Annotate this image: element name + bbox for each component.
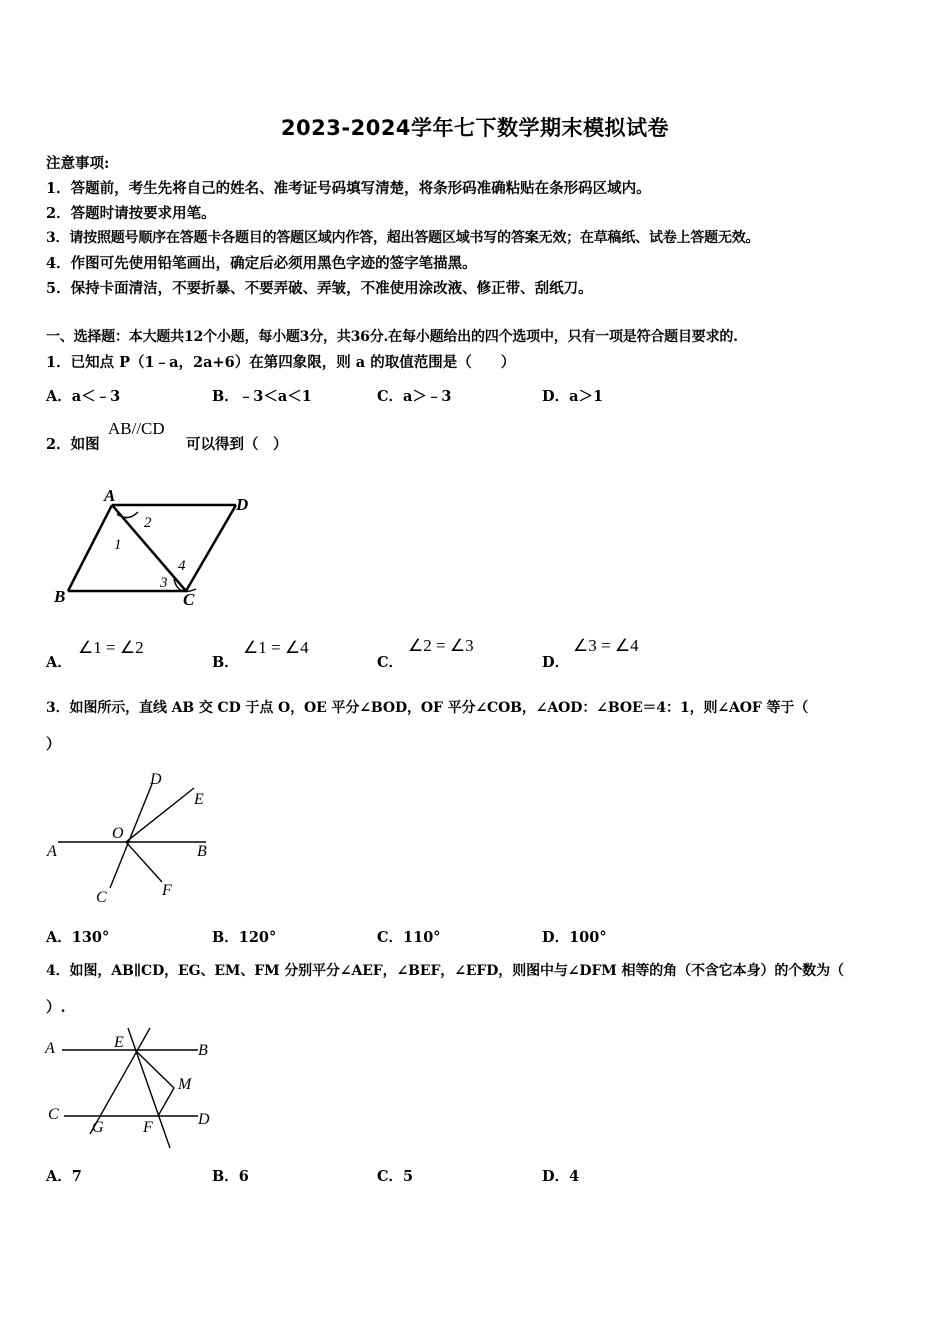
q2-option-b: B． [212, 654, 239, 671]
q2-stem-math: AB//CD [108, 419, 165, 438]
q2-option-b-math: ∠1 = ∠4 [243, 638, 309, 657]
q4-label-e: E [114, 1034, 124, 1051]
q2-option-c-math: ∠2 = ∠3 [408, 636, 474, 655]
q3-option-b: B．120° [212, 929, 277, 946]
q3-option-c: C．110° [377, 929, 441, 946]
q4-option-d: D．4 [542, 1168, 580, 1185]
q4-label-b: B [198, 1042, 208, 1059]
q2-option-a-math: ∠1 = ∠2 [78, 638, 144, 657]
q2-stem-prefix: 2．如图 [46, 436, 100, 453]
q1-option-c: C．a＞﹣3 [377, 388, 452, 405]
q2-option-d-math: ∠3 = ∠4 [573, 636, 639, 655]
notice-item: 3．请按照题号顺序在答题卡各题目的答题区域内作答，超出答题区域书写的答案无效；在草稿纸、试卷上答题无效。 [46, 230, 760, 246]
q1-option-a: A．a＜﹣3 [46, 388, 121, 405]
q4-option-b: B．6 [212, 1168, 249, 1185]
q2-label-a: A [104, 486, 116, 505]
q3-stem-end: ） [46, 736, 61, 753]
q1-stem: 1．已知点 P（1﹣a，2a+6）在第四象限，则 a 的取值范围是（ ） [46, 354, 516, 371]
q1-option-b: B．﹣3＜a＜1 [212, 388, 312, 405]
q2-stem-suffix: 可以得到（ ） [186, 436, 288, 453]
q2-option-c: C． [377, 654, 404, 671]
q4-label-a: A [45, 1040, 55, 1057]
notice-heading: 注意事项: [46, 155, 110, 172]
q3-label-a: A [47, 843, 57, 860]
q3-option-d: D．100° [542, 929, 607, 946]
q2-option-d: D． [542, 654, 570, 671]
q2-label-angle-3: 3 [160, 575, 168, 591]
section-heading: 一、选择题：本大题共12个小题，每小题3分，共36分.在每小题给出的四个选项中，只有一项是符合题目要求的. [46, 329, 738, 345]
q3-intersecting-lines-figure [44, 768, 224, 908]
q4-option-c: C．5 [377, 1168, 414, 1185]
q2-label-angle-2: 2 [144, 515, 152, 531]
notice-item: 2．答题时请按要求用笔。 [46, 205, 216, 222]
q3-label-e: E [194, 791, 204, 808]
page-title: 2023-2024学年七下数学期末模拟试卷 [280, 116, 670, 140]
q3-label-b: B [197, 843, 207, 860]
q3-option-a: A．130° [46, 929, 110, 946]
q3-stem: 3．如图所示，直线 AB 交 CD 于点 O，OE 平分∠BOD，OF 平分∠COB，∠AOD：∠BOE＝4：1，则∠AOF 等于（ [46, 700, 809, 716]
q2-label-c: C [183, 590, 195, 609]
q4-label-c: C [48, 1106, 59, 1123]
q4-label-m: M [178, 1076, 192, 1093]
q3-label-d: D [150, 771, 162, 788]
notice-item: 1．答题前，考生先将自己的姓名、准考证号码填写清楚，将条形码准确粘贴在条形码区域内。 [46, 180, 651, 197]
q3-label-f: F [162, 882, 172, 899]
q2-label-b: B [54, 587, 66, 606]
q4-label-g: G [92, 1119, 104, 1136]
q4-stem: 4．如图，AB∥CD，EG、EM、FM 分别平分∠AEF，∠BEF，∠EFD，则图中与∠DFM 相等的角（不含它本身）的个数为（ [46, 963, 844, 979]
q2-label-angle-4: 4 [178, 558, 186, 574]
q2-option-a: A． [46, 654, 72, 671]
q4-option-a: A．7 [46, 1168, 82, 1185]
notice-item: 5．保持卡面清洁，不要折暴、不要弄破、弄皱，不准使用涂改液、修正带、刮纸刀。 [46, 280, 593, 297]
q4-stem-end: ）. [46, 999, 66, 1016]
q2-parallelogram-figure [48, 484, 268, 612]
q2-label-angle-1: 1 [114, 537, 122, 553]
q3-label-c: C [96, 889, 107, 906]
q2-label-d: D [236, 495, 249, 514]
q4-label-d: D [198, 1111, 210, 1128]
q4-label-f: F [143, 1119, 153, 1136]
notice-item: 4．作图可先使用铅笔画出，确定后必须用黑色字迹的签字笔描黑。 [46, 255, 477, 272]
q3-label-o: O [112, 825, 124, 842]
q4-parallel-lines-figure [42, 1024, 222, 1154]
q1-option-d: D．a＞1 [542, 388, 604, 405]
